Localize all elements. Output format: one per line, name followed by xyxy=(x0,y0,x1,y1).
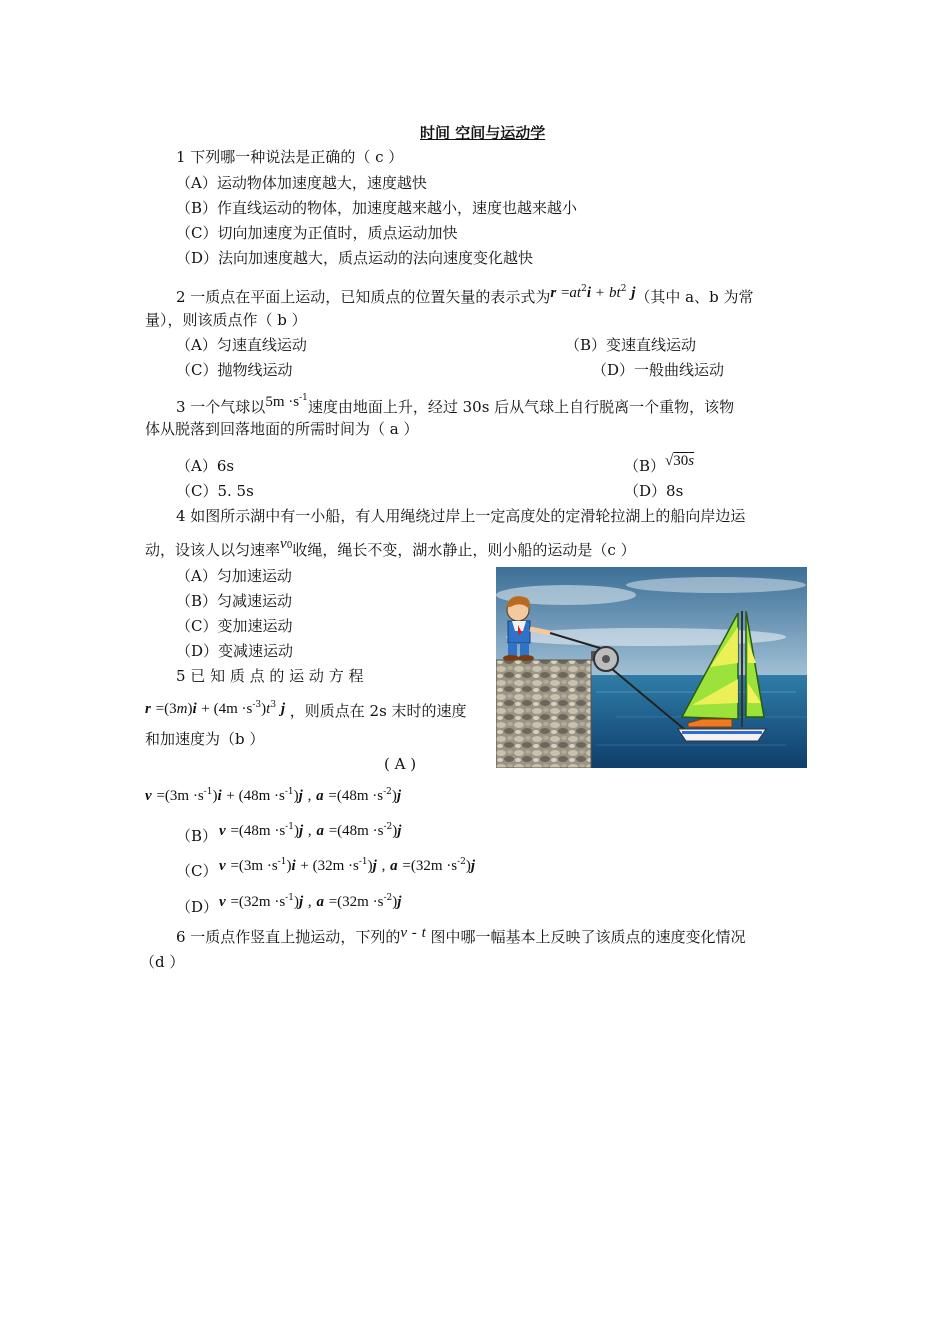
q3-stem-line1 xyxy=(176,394,734,418)
lake-boat-pulley-illustration xyxy=(496,567,807,768)
v0-symbol: v0 xyxy=(280,536,293,552)
q3-stem-a: 3 一个气球以 xyxy=(176,398,266,416)
q5-option-d-formula: $v =(32m \cdot s^{-1})j$ , $a =(32m \cdot s^{-2})j$ xyxy=(219,893,402,910)
q6-stem-b: 图中哪一幅基本上反映了该质点的速度变化情况 xyxy=(430,928,746,946)
q1-option-a: （A）运动物体加速度越大，速度越快 xyxy=(176,174,427,192)
q5-option-b-label: （B） xyxy=(176,827,218,845)
q4-option-a: （A）匀加速运动 xyxy=(176,567,292,585)
q3-stem-c: 体从脱落到回落地面的所需时间为（ a ） xyxy=(145,420,419,438)
q4-stem-line2 xyxy=(145,536,636,563)
q4-stem-c: 收绳，绳长不变，湖水静止，则小船的运动是（c ） xyxy=(292,541,636,559)
q5-option-c-formula: $v =(3m \cdot s^{-1})i + (32m \cdot s^{-1})j$ , $a =(32m \cdot s^{-2})j$ xyxy=(219,857,476,874)
q6-stem-a: 6 一质点作竖直上抛运动，下列的 xyxy=(176,928,401,946)
q3-option-b-line xyxy=(624,453,695,477)
q5-option-d-label: （D） xyxy=(176,898,219,916)
q3-option-d: （D）8s xyxy=(624,482,684,500)
q5-stem-b: ，则质点在 2s 末时的速度 xyxy=(289,702,467,720)
q4-stem-a: 4 如图所示湖中有一小船，有人用绳绕过岸上一定高度处的定滑轮拉湖上的船向岸边运 xyxy=(176,507,746,525)
stone-cliff xyxy=(496,660,591,768)
q3-stem-b: 速度由地面上升，经过 30s 后从气球上自行脱离一个重物，该物 xyxy=(307,398,735,416)
page-title: 时间 空间与运动学 xyxy=(420,124,546,142)
q3-option-c: （C）5. 5s xyxy=(176,482,254,500)
q4-option-d: （D）变减速运动 xyxy=(176,642,294,660)
v-t-symbol: v - t xyxy=(400,925,426,941)
q5-option-a-formula: $v =(3m \cdot s^{-1})i + (48m \cdot s^{-1})j$ , $a =(48m \cdot s^{-2})j$ xyxy=(145,787,402,804)
q1-option-d: （D）法向加速度越大，质点运动的法向速度变化越快 xyxy=(176,249,534,267)
q5-stem-line2 xyxy=(145,698,467,722)
q3-option-a: （A）6s xyxy=(176,457,235,475)
q5-option-c-label: （C） xyxy=(176,862,218,880)
q2-option-b: （B）变速直线运动 xyxy=(565,336,697,354)
q2-option-a: （A）匀速直线运动 xyxy=(176,336,307,354)
q2-stem-line1 xyxy=(176,284,753,308)
q5-stem-a: 5 已 知 质 点 的 运 动 方 程 xyxy=(176,667,364,685)
q2-stem-b: （其中 a、b 为常 xyxy=(635,288,754,306)
initial-speed-formula: $5m \cdot s^{-1}$ xyxy=(265,393,308,410)
sqrt-30s-formula: $√30\overline{s}$ xyxy=(665,453,695,469)
q2-stem-a: 2 一质点在平面上运动，已知质点的位置矢量的表示式为 xyxy=(176,288,551,306)
q5-option-b-formula: $v =(48m \cdot s^{-1})j$ , $a =(48m \cdot s^{-2})j$ xyxy=(219,822,402,839)
q5-option-a-label: ( A ) xyxy=(384,755,417,773)
q4-option-c: （C）变加速运动 xyxy=(176,617,293,635)
q4-option-b: （B）匀减速运动 xyxy=(176,592,293,610)
position-vector-formula: $r =at^2i + bt^2$ j xyxy=(550,284,636,301)
q2-stem-c: 量），则该质点作（ b ） xyxy=(145,311,307,329)
q6-stem-c: （d ） xyxy=(140,953,185,971)
q2-option-c: （C）抛物线运动 xyxy=(176,361,293,379)
motion-equation-formula: $r =(3m)i + (4m \cdot s^{-3})t^3$ j xyxy=(145,700,285,717)
q1-option-c: （C）切向加速度为正值时，质点运动加快 xyxy=(176,224,458,242)
q1-stem: 1 下列哪一种说法是正确的（ c ） xyxy=(176,148,404,166)
q5-stem-c: 和加速度为（b ） xyxy=(145,730,265,748)
q3-option-b: （B） xyxy=(624,457,666,475)
q4-stem-b: 动，设该人以匀速率 xyxy=(145,541,281,559)
q1-option-b: （B）作直线运动的物体，加速度越来越小，速度也越来越小 xyxy=(176,199,578,217)
q6-stem-line1 xyxy=(176,927,746,948)
q2-option-d: （D）一般曲线运动 xyxy=(592,361,725,379)
